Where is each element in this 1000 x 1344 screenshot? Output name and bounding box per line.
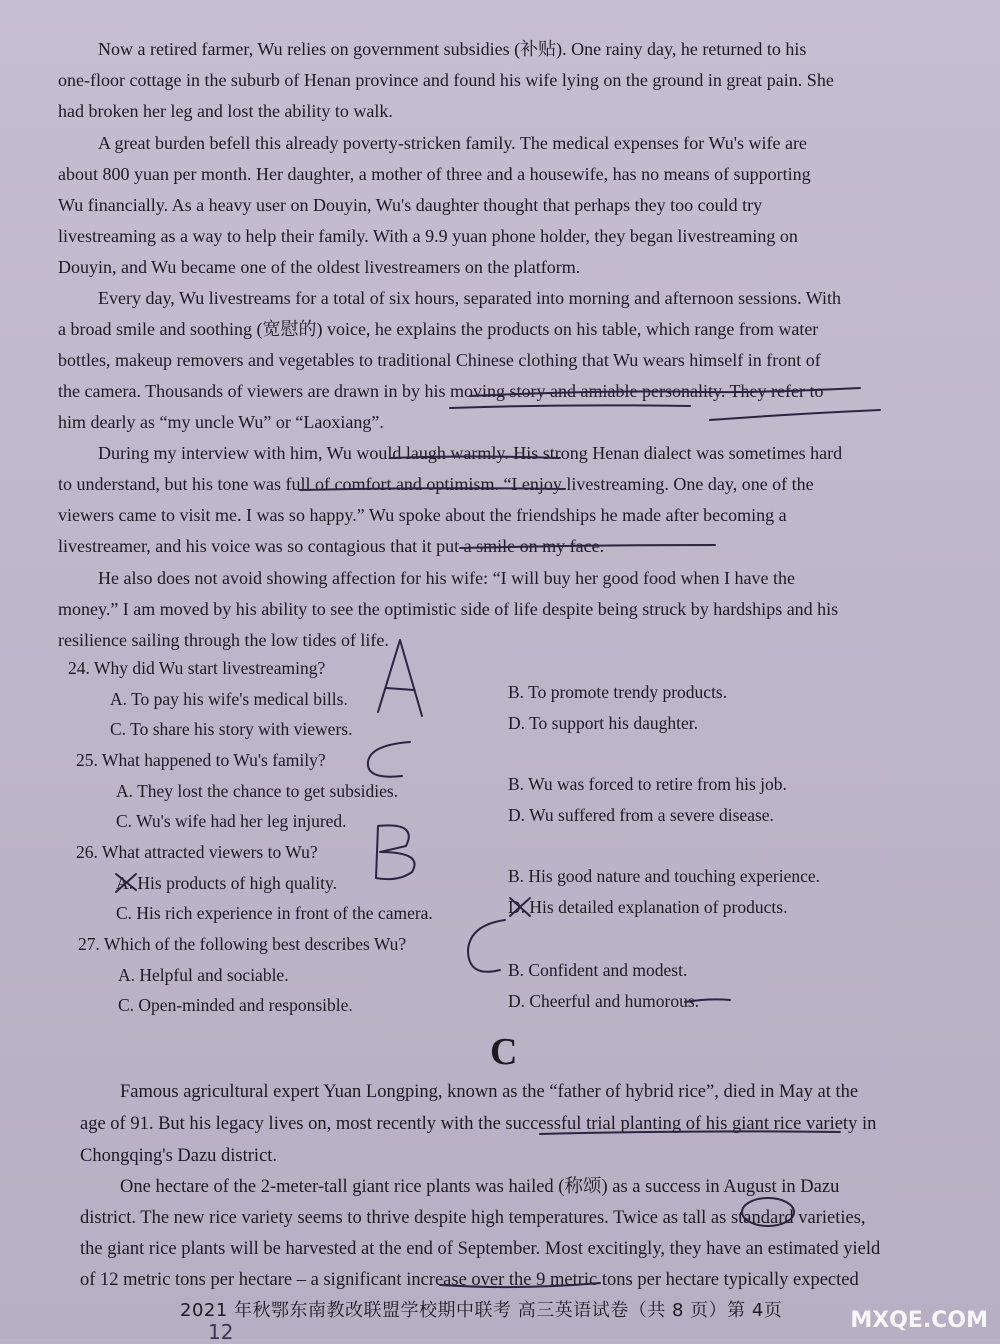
- text-line: of 12 metric tons per hectare – a significant increase over the 9 metric tons per hectare typically expected: [80, 1270, 859, 1290]
- text-line: Every day, Wu livestreams for a total of six hours, separated into morning and afternoon sessions. With: [98, 288, 842, 308]
- question-27-option-c[interactable]: C. Open-minded and responsible.: [118, 995, 353, 1015]
- handwritten-answer-c: [368, 742, 410, 777]
- question-26-option-b[interactable]: B. His good nature and touching experience.: [508, 866, 820, 886]
- text-line: livestreaming as a way to help their family. With a 9.9 yuan phone holder, they began livestreaming on: [58, 226, 798, 246]
- cross-mark: [116, 874, 136, 892]
- underline-mark: [390, 457, 560, 459]
- text-line: Famous agricultural expert Yuan Longping, known as the “father of hybrid rice”, died in May at the: [120, 1082, 859, 1102]
- text-line: He also does not avoid showing affection for his wife: “I will buy her good food when I have the: [98, 568, 795, 588]
- text-line: bottles, makeup removers and vegetables to traditional Chinese clothing that Wu wears himself in front of: [58, 350, 821, 370]
- text-line: Douyin, and Wu became one of the oldest livestreamers on the platform.: [58, 257, 581, 277]
- text-line: Chongqing's Dazu district.: [80, 1146, 278, 1166]
- text-line: the giant rice plants will be harvested at the end of September. Most excitingly, they have an estimated yield: [80, 1239, 881, 1259]
- text-line: During my interview with him, Wu would laugh warmly. His strong Henan dialect was sometimes hard: [98, 443, 843, 463]
- underline-mark: [300, 488, 565, 490]
- text-line: to understand, but his tone was full of comfort and optimism. “I enjoy livestreaming. One day, one of the: [58, 474, 814, 494]
- text-line: had broken her leg and lost the ability to walk.: [58, 101, 393, 121]
- cross-mark: [510, 898, 530, 916]
- question-25-option-a[interactable]: A. They lost the chance to get subsidies.: [116, 781, 399, 801]
- watermark-logo: MXQE.COM: [850, 1308, 988, 1333]
- text-line: money.” I am moved by his ability to see the optimistic side of life despite being struck by hardships and his: [58, 599, 839, 619]
- question-26-option-a[interactable]: A. His products of high quality.: [116, 873, 337, 893]
- question-25-option-c[interactable]: C. Wu's wife had her leg injured.: [116, 811, 347, 831]
- text-line: the camera. Thousands of viewers are drawn in by his moving story and amiable personality. They refer to: [58, 381, 824, 401]
- underline-mark: [470, 388, 860, 396]
- question-27-stem: 27. Which of the following best describes Wu?: [78, 934, 407, 954]
- underline-mark: [460, 545, 715, 548]
- text-line: Now a retired farmer, Wu relies on government subsidies (补贴). One rainy day, he returned to his: [98, 39, 807, 59]
- circle-mark: [742, 1198, 794, 1226]
- question-27-option-b[interactable]: B. Confident and modest.: [508, 960, 688, 980]
- text-line: One hectare of the 2-meter-tall giant rice plants was hailed (称颂) as a success in August in Dazu: [120, 1177, 840, 1197]
- text-line: livestreamer, and his voice was so contagious that it put a smile on my face.: [58, 536, 605, 556]
- question-27-option-a[interactable]: A. Helpful and sociable.: [118, 965, 289, 985]
- underline-mark: [685, 999, 730, 1002]
- underline-mark: [710, 410, 880, 420]
- text-line: age of 91. But his legacy lives on, most recently with the successful trial planting of his giant rice variety in: [80, 1114, 877, 1134]
- underline-mark: [540, 1131, 840, 1134]
- section-c-heading: C: [490, 1031, 518, 1073]
- page-footer: 2021 年秋鄂东南教改联盟学校期中联考 高三英语试卷（共 8 页）第 4页: [180, 1300, 783, 1321]
- question-27-option-d[interactable]: D. Cheerful and humorous.: [508, 991, 700, 1011]
- question-24-option-d[interactable]: D. To support his daughter.: [508, 713, 698, 733]
- handwritten-answer-c: [468, 920, 505, 972]
- handwritten-answer-a: [378, 640, 422, 716]
- question-24-option-b[interactable]: B. To promote trendy products.: [508, 682, 728, 702]
- text-line: one-floor cottage in the suburb of Henan province and found his wife lying on the ground in great pain. She: [58, 70, 834, 90]
- handwritten-answer-b: [376, 825, 415, 879]
- question-25-option-d[interactable]: D. Wu suffered from a severe disease.: [508, 805, 774, 825]
- question-24-stem: 24. Why did Wu start livestreaming?: [68, 658, 326, 678]
- text-line: a broad smile and soothing (宽慰的) voice, he explains the products on his table, which range from water: [58, 319, 819, 339]
- text-line: about 800 yuan per month. Her daughter, a mother of three and a housewife, has no means of supporting: [58, 164, 811, 184]
- text-line: Wu financially. As a heavy user on Douyin, Wu's daughter thought that perhaps they too could try: [58, 195, 763, 215]
- question-26-option-c[interactable]: C. His rich experience in front of the camera.: [116, 903, 433, 923]
- handwritten-page-mark: 12: [208, 1320, 234, 1344]
- question-26-stem: 26. What attracted viewers to Wu?: [76, 842, 318, 862]
- text-line: him dearly as “my uncle Wu” or “Laoxiang”.: [58, 412, 384, 432]
- underline-mark: [450, 405, 690, 408]
- question-25-stem: 25. What happened to Wu's family?: [76, 750, 326, 770]
- underline-mark: [440, 1283, 600, 1287]
- question-26-option-d[interactable]: D. His detailed explanation of products.: [508, 897, 788, 917]
- question-24-option-c[interactable]: C. To share his story with viewers.: [110, 719, 353, 739]
- question-24-option-a[interactable]: A. To pay his wife's medical bills.: [110, 689, 348, 709]
- text-line: viewers came to visit me. I was so happy.” Wu spoke about the friendships he made after becoming a: [58, 505, 787, 525]
- text-line: district. The new rice variety seems to thrive despite high temperatures. Twice as tall as standard varieties,: [80, 1208, 866, 1228]
- text-line: resilience sailing through the low tides of life.: [58, 630, 389, 650]
- question-25-option-b[interactable]: B. Wu was forced to retire from his job.: [508, 774, 787, 794]
- text-line: A great burden befell this already poverty-stricken family. The medical expenses for Wu's wife are: [98, 133, 807, 153]
